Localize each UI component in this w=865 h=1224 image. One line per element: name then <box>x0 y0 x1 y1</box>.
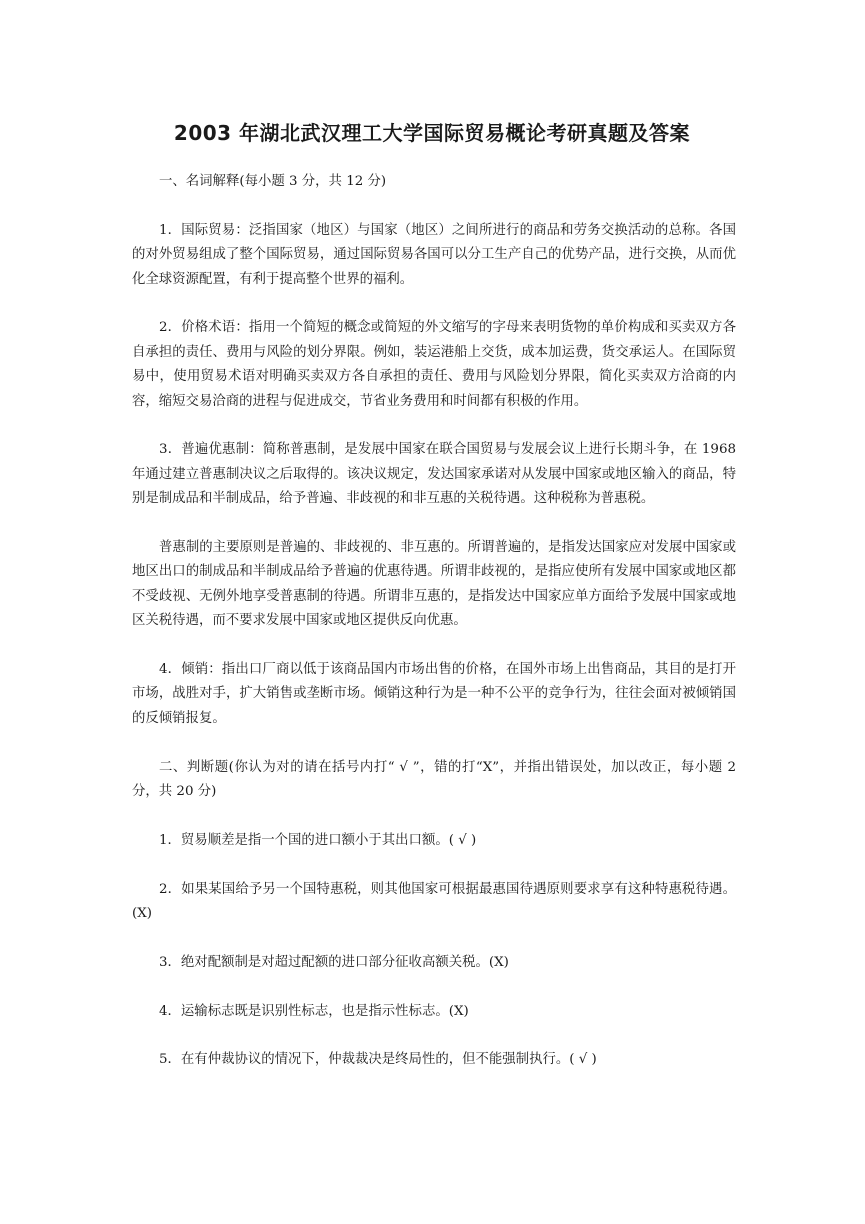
judge-item-2: 2．如果某国给予另一个国特惠税，则其他国家可根据最惠国待遇原则要求享有这种特惠税待遇。(X) <box>132 881 736 922</box>
term-gsp-principles: 普惠制的主要原则是普遍的、非歧视的、非互惠的。所谓普遍的，是指发达国家应对发展中国家或地区出口的制成品和半制成品给予普遍的优惠待遇。所谓非歧视的，是指应使所有发展中国家或地区都不受歧视、无例外地享受普惠制的待遇。所谓非互惠的，是指发达中国家应单方面给予发展中国家或地区关税待遇，而不要求发展中国家或地区提供反向优惠。 <box>132 540 736 629</box>
judge-item-4: 4．运输标志既是识别性标志，也是指示性标志。(X) <box>159 1003 469 1019</box>
document-body <box>132 170 736 1073</box>
section-1-heading: 一、名词解释(每小题 3 分，共 12 分) <box>159 174 387 189</box>
section-2-heading: 二、判断题(你认为对的请在括号内打“ √ ”，错的打“X”，并指出错误处，加以改正，每小题 2 分，共 20 分) <box>132 759 736 800</box>
term-international-trade: 1．国际贸易：泛指国家（地区）与国家（地区）之间所进行的商品和劳务交换活动的总称。各国的对外贸易组成了整个国际贸易，通过国际贸易各国可以分工生产自己的优势产品，进行交换，从而优化全球资源配置，有利于提高整个世界的福利。 <box>132 222 736 287</box>
document-title: 2003 年湖北武汉理工大学国际贸易概论考研真题及答案 <box>173 121 691 145</box>
judge-item-3: 3．绝对配额制是对超过配额的进口部分征收高额关税。(X) <box>159 954 509 970</box>
term-price-terms: 2．价格术语：指用一个简短的概念或简短的外文缩写的字母来表明货物的单价构成和买卖双方各自承担的责任、费用与风险的划分界限。例如，装运港船上交货，成本加运费，货交承运人。在国际贸易中，使用贸易术语对明确买卖双方各自承担的责任、费用与风险划分界限，简化买卖双方洽商的内容，缩短交易洽商的进程与促进成交，节省业务费用和时间都有积极的作用。 <box>132 320 736 409</box>
term-gsp: 3．普遍优惠制：简称普惠制，是发展中国家在联合国贸易与发展会议上进行长期斗争，在 1968 年通过建立普惠制决议之后取得的。该决议规定，发达国家承诺对从发展中国家或地区输入的商品，特别是制成品和半制成品，给予普遍、非歧视的和非互惠的关税待遇。这种税称为普惠税。 <box>132 442 736 507</box>
term-dumping: 4．倾销：指出口厂商以低于该商品国内市场出售的价格，在国外市场上出售商品，其目的是打开市场，战胜对手，扩大销售或垄断市场。倾销这种行为是一种不公平的竞争行为，往往会面对被倾销国的反倾销报复。 <box>132 662 736 726</box>
judge-item-5: 5．在有仲裁协议的情况下，仲裁裁决是终局性的，但不能强制执行。( √ ) <box>159 1052 597 1068</box>
judge-item-1: 1．贸易顺差是指一个国的进口额小于其出口额。( √ ) <box>159 832 477 848</box>
